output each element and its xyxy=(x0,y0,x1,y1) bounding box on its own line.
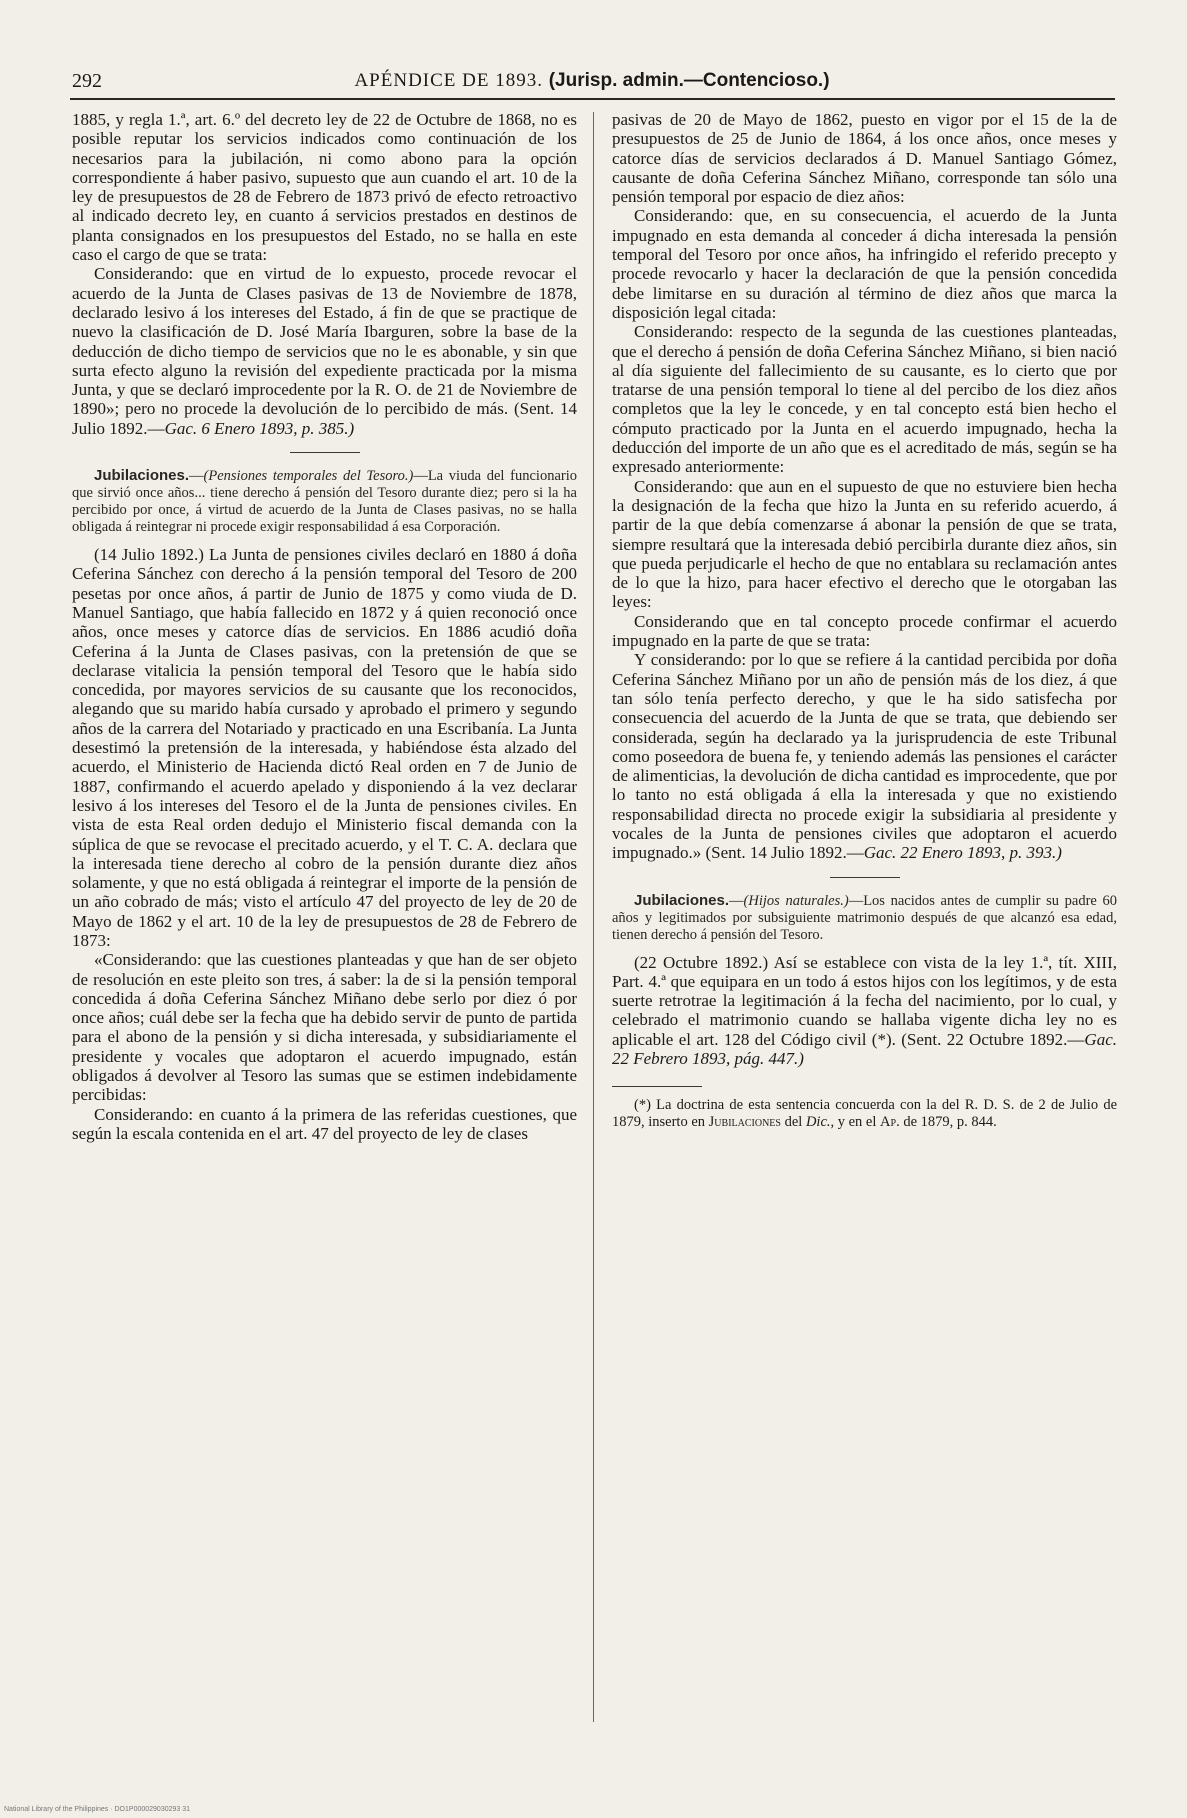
section-1-summary: Jubilaciones.—(Pensiones temporales del Tesoro.)—La viuda del funcionario que sirvió once años... tiene derecho á pensión del Tesoro durante diez; pero si la ha percibido por once, á virtud de acuerdo de la Junta de Clases pasivas, no se halla obligada á reintegrar ni procede exigir responsabilidad á esa Corporación. xyxy=(72,467,577,536)
section-2-topic: (Hijos naturales.) xyxy=(743,892,849,909)
footnote-dic: Dic. xyxy=(805,1114,831,1131)
footnote-text-b: del xyxy=(780,1114,806,1131)
section-2-summary-text: —Los nacidos antes de cumplir su padre 60 años y legitimados por subsiguiente matrimonio después de que alcanzó esa edad, tienen derecho á pensión del Tesoro. xyxy=(612,892,1117,943)
scan-attribution: National Library of the Philippines · DO1P000029030293 31 xyxy=(4,1806,191,1813)
footnote-rule xyxy=(612,1086,702,1087)
left-paragraph-5: Considerando: en cuanto á la primera de las referidas cuestiones, que según la escala contenida en el art. 47 del proyecto de ley de clases xyxy=(72,1104,577,1143)
section-2-summary: Jubilaciones.—(Hijos naturales.)—Los nacidos antes de cumplir su padre 60 años y legitimados por subsiguiente matrimonio después de que alcanzó esa edad, tienen derecho á pensión del Tesoro. xyxy=(612,891,1117,943)
footnote-text-c: , y en el xyxy=(830,1114,881,1131)
footnote-ap: Ap. xyxy=(880,1114,900,1131)
running-head-section: (Jurisp. admin.—Contencioso.) xyxy=(548,70,830,91)
spacer-2 xyxy=(612,944,1117,953)
left-paragraph-2-citation: Gac. 6 Enero 1893, p. 385.) xyxy=(164,418,355,438)
footnote-text-d: de 1879, p. 844. xyxy=(899,1114,997,1131)
page-number: 292 xyxy=(72,70,102,92)
right-paragraph-3: Considerando: respecto de la segunda de las cuestiones planteadas, que el derecho á pensión de doña Ceferina Sánchez Miñano, si bien nació al día siguiente del fallecimiento de su causante, es lo cierto que por tratarse de una pensión temporal lo tiene al del percibo de los diez años completos que la ley le concede, y en tal concepto está bien hecho el cómputo practicado por la Junta en el acuerdo impugnado, hecha la deducción del importe de un año que es el acreditado de más, según se ha expresado anteriormente: xyxy=(612,322,1117,477)
right-paragraph-6-text: Y considerando: por lo que se refiere á la cantidad percibida por doña Ceferina Sánchez Miñano por un año de pensión más de los diez, á que tan sólo tenía perfecto derecho, y que le ha sido satisfecha por consecuencia del acuerdo de la Junta de que se trata, que debiendo ser considerada, según ha declarado ya la jurisprudencia de este Tribunal como poseedora de buena fe, y teniendo además las pensiones el carácter de alimenticias, la devolución de dicha cantidad es improcedente, que por lo tanto no está obligada á ella la interesada y que no existiendo responsabilidad directa no procede exigir la subsidiaria al presidente y vocales de la Junta de pensiones civiles que adoptaron el acuerdo impugnado.» (Sent. 14 Julio 1892.— xyxy=(612,650,1117,863)
left-paragraph-2 xyxy=(72,264,577,438)
section-1-title: Jubilaciones. xyxy=(94,467,190,485)
right-paragraph-5: Considerando que en tal concepto procede confirmar el acuerdo impugnado en la parte de que se trata: xyxy=(612,611,1117,651)
header-rule xyxy=(70,98,1115,100)
right-column xyxy=(612,110,1117,1131)
spacer xyxy=(72,536,577,545)
left-paragraph-3: (14 Julio 1892.) La Junta de pensiones civiles declaró en 1880 á doña Ceferina Sánchez con derecho á la pensión temporal del Tesoro de 200 pesetas por once años, á partir de Junio de 1875 y como viuda de D. Manuel Santiago, que había fallecido en 1872 y á quien reconoció once años, once meses y catorce días de servicios. En 1886 acudió doña Ceferina á la Junta de Clases pasivas, con la pretensión de que se declarase vitalicia la pensión temporal del Tesoro que le había sido concedida, por mayores servicios de su causante que los reconocidos, alegando que su marido había cursado y aprobado el primero y segundo años de la carrera del Notariado y practicado en una Escribanía. La Junta desestimó la pretensión de la interesada, y habiéndose ésta alzado del acuerdo, el Ministerio de Hacienda dictó Real orden en 7 de Junio de 1887, confirmando el acuerdo apelado y disponiendo á la vez declarar lesivo á los intereses del Tesoro el de la Junta de pensiones civiles. En vista de esta Real orden dedujo el Ministerio fiscal demanda con la súplica de que se revocase el precitado acuerdo, y el T. C. A. declara que la interesada tiene derecho al cobro de la pensión durante diez años solamente, y que no está obligada á reintegrar el importe de la pensión de un año cobrado de más; visto el artículo 47 del proyecto de ley de 20 de Mayo de 1862 y el art. 10 de la ley de presupuestos de 28 de Febrero de 1873: xyxy=(72,545,577,950)
section-2-title: Jubilaciones. xyxy=(634,891,730,909)
left-paragraph-4: «Considerando: que las cuestiones planteadas y que han de ser objeto de resolución en este pleito son tres, á saber: la de si la pensión temporal concedida á doña Ceferina Sánchez Miñano debe serlo por diez ó por once años; cuál debe ser la fecha que ha debido servir de punto de partida para el abono de la pensión y si dicha interesada, y subsidiariamente el presidente y vocales que adoptaron el acuerdo impugnado, están obligados á devolver al Tesoro las sumas que se estimen indebidamente percibidas: xyxy=(72,950,577,1105)
right-paragraph-7-citation: Gac. 22 Febrero 1893, pág. 447.) xyxy=(612,1029,1117,1069)
right-paragraph-2: Considerando: que, en su consecuencia, el acuerdo de la Junta impugnado en esta demanda al conceder á dicha interesada la pensión temporal del Tesoro por once años, ha infringido el referido precepto y procede revocarlo y hacer la declaración de que la pensión concedida debe limitarse en su duración al término de diez años que marca la disposición legal citada: xyxy=(612,206,1117,322)
right-paragraph-4: Considerando: que aun en el supuesto de que no estuviere bien hecha la designación de la fecha que hizo la Junta en su referido acuerdo, á partir de la que debía comenzarse á abonar la pensión de que se trata, siempre resultará que la interesada debió percibirla durante diez años, sin que pueda perjudicarle el hecho de que no entablara su reclamación antes de lo que la hizo, para hacer efectivo el derecho que le otorgaban las leyes: xyxy=(612,476,1117,612)
section-1-topic: (Pensiones temporales del Tesoro.) xyxy=(203,468,414,485)
section-divider xyxy=(290,452,360,453)
running-head xyxy=(72,70,1112,92)
footnote xyxy=(612,1097,1117,1131)
section-divider-2 xyxy=(830,877,900,878)
right-paragraph-7 xyxy=(612,953,1117,1069)
column-divider xyxy=(593,112,594,1722)
footnote-text-a: (*) La doctrina de esta sentencia concuerda con la del R. D. S. de 2 de Julio de 1879, inserto en xyxy=(612,1097,1117,1131)
left-paragraph-2-text: Considerando: que en virtud de lo expuesto, procede revocar el acuerdo de la Junta de Clases pasivas de 13 de Noviembre de 1878, declarado lesivo á los intereses del Estado, á fin de que se practique de nuevo la clasificación de D. José María Ibarguren, sobre la base de la deducción de dicho tiempo de servicios que no le es abonable, y sin que surta efecto alguno la revisión del expediente practicada por la misma Junta, y que se declaró improcedente por la R. O. de 21 de Noviembre de 1890»; pero no procede la devolución de lo percibido de más. (Sent. 14 Julio 1892.— xyxy=(72,264,577,438)
left-paragraph-1: 1885, y regla 1.ª, art. 6.º del decreto ley de 22 de Octubre de 1868, no es posible reputar los servicios indicados como continuación de los necesarios para la jubilación, ni como abono para la opción correspondiente á haber pasivo, supuesto que aun cuando el art. 10 de la ley de presupuestos de 28 de Febrero de 1873 privó de efecto retroactivo al indicado decreto ley, en cuanto á servicios prestados en destinos de planta consignados en los presupuestos del Estado, no se halla en este caso el cargo de que se trata: xyxy=(72,110,577,265)
section-1-summary-text: La viuda del funcionario que sirvió once años... tiene derecho á pensión del Tesoro durante diez; pero si la ha percibido por once, á virtud de acuerdo de la Junta de Clases pasivas, no se halla obligada á reintegrar ni procede exigir responsabilidad á esa Corporación. xyxy=(72,468,577,536)
footnote-jubilaciones: Jubilaciones xyxy=(708,1114,781,1131)
right-paragraph-1: pasivas de 20 de Mayo de 1862, puesto en vigor por el 15 de la de presupuestos de 25 de Junio de 1864, á los once años, once meses y catorce días de servicios declarados á D. Manuel Santiago Gómez, causante de doña Ceferina Sánchez Miñano, corresponde tan sólo una pensión temporal por espacio de diez años: xyxy=(612,110,1117,207)
page-header xyxy=(72,66,1112,96)
running-head-title: APÉNDICE DE 1893. xyxy=(354,70,543,91)
right-paragraph-7-text: (22 Octubre 1892.) Así se establece con vista de la ley 1.ª, tít. XIII, Part. 4.ª que equipara en un todo á estos hijos con los legítimos, y de esta suerte retrotrae la legitimación á la fecha del nacimiento, por lo cual, y celebrado el matrimonio cuando se hallaba vigente dicha ley no es aplicable el art. 128 del Código civil (*). (Sent. 22 Octubre 1892.— xyxy=(612,952,1117,1049)
right-paragraph-6 xyxy=(612,650,1117,862)
left-column xyxy=(72,110,577,1143)
right-paragraph-6-citation: Gac. 22 Enero 1893, p. 393.) xyxy=(863,843,1062,863)
